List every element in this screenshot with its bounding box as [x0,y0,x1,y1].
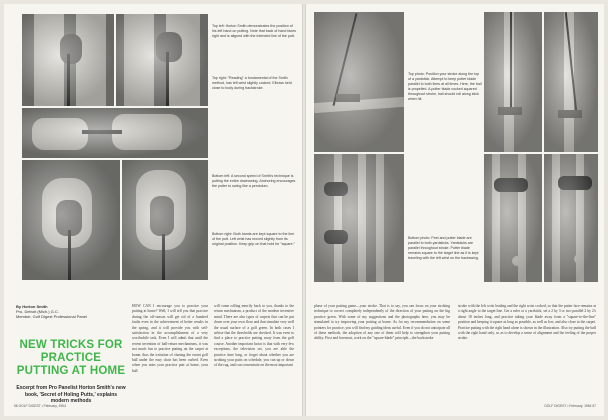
right-page [306,4,604,416]
photo-feet-parallel-left [314,154,404,282]
body-column-4: stroke with the left wrist leading and the right wrist cocked, so that the putter face remains at a right angle to the target line. Get a ruler or a yardstick, set a 2 by 3 or two parallel 2 by 2's about 18 inches long, and practice taking your blade away from a "square-to-the-line" position and keeping it square as long as possible, as well as low, and also close to the carpet. Practice putting with the right hand alone is shown in the illustration. Also try putting the ball with the right hand only, so as to develop a sense of alignment and the feeling of the proper stroke. [458,304,596,341]
photo-grip-right [122,160,208,280]
caption-top-right: Top right: "Reading" a fundamental of the Smith method, has left wrist slightly cocked. Elbows held close to body during backstroke. [212,76,292,90]
body-column-1: HOW CAN I encourage you to practice your putting at home? Well, I will tell you that practice during the off-season will get rid of a hundred faults even in the achievement of better results in the spring, and it will provide you with self-satisfaction in the accomplishment of a very worthwhile task. Even I will admit that until the recent invention of ball-return mechanisms, it was not much fun to practice putting on the carpet at home, thus the irritation of chasing the errant golf ball under the easy chair has been curbed. Even when you miss your practice putt at home, your ball [132,304,208,373]
article-deck: Excerpt from Pro Panelist Horton Smith's new book, 'Secret of Holing Putts,' explains modern methods [16,385,126,404]
folio-right: GOLF DIGEST • February, 1964 57 [544,404,596,408]
photo-hand-position-left [22,14,114,106]
byline-affiliation: Pro, Detroit (Mich.) G.C. [16,309,59,314]
caption-top-middle: Top photo: Position your stroke along the top of a yardstick. Attempt to keep putter blade parallel to both lines at all times. Here, the ball is propelled. A putter blade cocked squared throughout stroke, ball should roll along stick when hit. [408,72,482,101]
photo-hand-position-right [116,14,208,106]
photo-feet-parallel-middle [484,154,542,282]
body-column-2: will come rolling merrily back to you, thanks to the return mechanism, a product of the modern inventive mind. There are also types of carpets that can be put down over your own floor and that simulate very well the usual surface of a golf green. In both cases I advise that the thresholds are checked. It was even to find a place to practice putting away from the golf course. Another important factor is that with very few exceptions, the television set, you are able the practice time long, or forget about whether you are stroking your putts on schedule, you can up or down of the rug, and can concentrate on the most important [214,304,294,368]
caption-top: Top left: Horton Smith demonstrates the position of his left hand on putting. Note that back of hand faces right and is aligned with the intended line of the putt. [212,24,296,38]
caption-bottom-middle: Bottom photo: Feet and putter blade are parallel to both yardsticks. Yardsticks are parallel throughout stroke. Putter blade remains square to the target line as it is kept traveling with the left wrist on the backswing. [408,236,479,260]
caption-bottom-left: Bottom left: A second speed of Smith's technique is putting the entire downswing. Anchoring encourages the putter to swing like a pendulum. [212,174,296,188]
caption-bottom-right: Bottom right: Both hands are kept square to the line of the putt. Left wrist has moved slightly from its original position. Keep grip on that hold for "square." [212,232,295,246]
byline-panel: Member, Golf Digest Professional Panel [16,314,87,319]
photo-grip-left [22,160,120,280]
left-page [4,4,302,416]
folio-left: 56 GOLF DIGEST • February, 1964 [14,404,66,408]
photo-yardstick-stroke-far-right [544,12,598,152]
photo-feet-parallel-right [544,154,598,282]
photo-yardstick-stroke-right [484,12,542,152]
photo-yardstick-stroke-left [314,12,404,152]
body-column-3: phase of your putting game—your stroke. That is to say, you can focus on your stroking technique to correct completely independently of the direction of your putting on the big practice green. With some of my suggestions and the photographs here, you may be stimulated to try improving your putting at home. As for my recommendation on some pointers for practice, you will find my guiding ideas useful. Even if you do not anticipate all of these methods, the adoption of any one of them will help to strengthen your putting ability. First and foremost, work on the "square-blade" principle—the backstroke [314,304,450,341]
article-header [16,304,126,405]
byline-name: By Horton Smith [16,304,48,309]
article-headline: NEW TRICKS FOR PRACTICE PUTTING AT HOME [16,339,126,377]
photo-hands-closeup [22,108,208,158]
